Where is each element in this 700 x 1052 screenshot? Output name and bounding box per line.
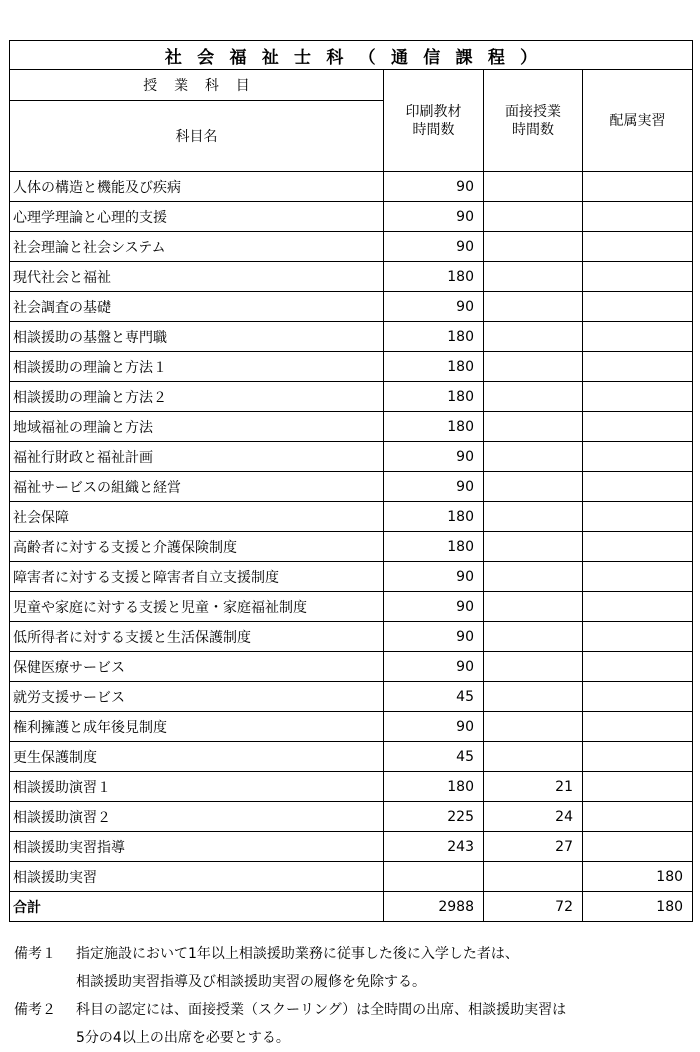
table-row (10, 742, 693, 772)
print-hours-cell (384, 862, 484, 892)
note-label: 備考２ (14, 1002, 56, 1018)
note-label: 備考１ (14, 946, 56, 962)
face-hours-header-line1: 面接授業 (505, 103, 561, 120)
table-row (10, 292, 693, 322)
table-row (10, 502, 693, 532)
table-row (10, 622, 693, 652)
practicum-hours-cell (583, 232, 693, 262)
face-hours-cell (484, 562, 583, 592)
table-row (10, 412, 693, 442)
table-row (10, 592, 693, 622)
practicum-hours-cell (583, 562, 693, 592)
note-line: 5分の4以上の出席を必要とする。 (76, 1030, 290, 1046)
practicum-hours-cell (583, 622, 693, 652)
practicum-hours-cell (583, 322, 693, 352)
face-hours-cell (484, 592, 583, 622)
notes-section (14, 940, 694, 1052)
print-hours-cell: 90 (384, 232, 484, 262)
table-row (10, 652, 693, 682)
face-hours-header-line2: 時間数 (512, 121, 554, 138)
face-hours-cell (484, 232, 583, 262)
subject-name-cell: 相談援助実習 (10, 862, 384, 892)
face-hours-cell (484, 682, 583, 712)
subject-name-cell: 児童や家庭に対する支援と児童・家庭福祉制度 (10, 592, 384, 622)
print-hours-cell: 90 (384, 622, 484, 652)
print-hours-cell: 180 (384, 352, 484, 382)
practicum-hours-cell (583, 172, 693, 202)
note-body (76, 940, 694, 996)
print-hours-cell: 90 (384, 172, 484, 202)
print-hours-cell: 90 (384, 592, 484, 622)
face-hours-cell: 27 (484, 832, 583, 862)
face-hours-cell (484, 532, 583, 562)
practicum-hours-cell (583, 292, 693, 322)
print-hours-cell: 45 (384, 742, 484, 772)
print-hours-cell: 180 (384, 532, 484, 562)
table-row (10, 172, 693, 202)
practicum-hours-cell (583, 382, 693, 412)
total-row (10, 892, 693, 922)
practicum-hours-cell (583, 772, 693, 802)
subject-name-cell: 人体の構造と機能及び疾病 (10, 172, 384, 202)
practicum-hours-cell (583, 652, 693, 682)
practicum-hours-cell (583, 802, 693, 832)
subject-name-cell: 相談援助実習指導 (10, 832, 384, 862)
subject-name-cell: 合計 (10, 892, 384, 922)
subject-name-cell: 就労支援サービス (10, 682, 384, 712)
print-hours-cell: 90 (384, 202, 484, 232)
print-hours-cell: 180 (384, 322, 484, 352)
face-hours-cell (484, 202, 583, 232)
table-row (10, 262, 693, 292)
subject-name-header: 科目名 (10, 101, 384, 172)
subject-name-cell: 社会理論と社会システム (10, 232, 384, 262)
print-hours-cell: 180 (384, 262, 484, 292)
face-hours-cell (484, 352, 583, 382)
print-hours-cell: 180 (384, 772, 484, 802)
note-body (76, 996, 694, 1052)
face-hours-cell (484, 862, 583, 892)
subject-name-cell: 相談援助演習２ (10, 802, 384, 832)
table-row (10, 532, 693, 562)
practicum-hours-cell (583, 742, 693, 772)
table-row (10, 442, 693, 472)
note-item (14, 940, 694, 996)
print-hours-header-line1: 印刷教材 (405, 103, 462, 120)
table-row (10, 772, 693, 802)
practicum-hours-cell (583, 202, 693, 232)
header-row-1 (10, 70, 693, 101)
subject-group-header: 授業科目 (10, 70, 384, 101)
subject-name-cell: 相談援助の基盤と専門職 (10, 322, 384, 352)
print-hours-cell: 2988 (384, 892, 484, 922)
subject-name-cell: 保健医療サービス (10, 652, 384, 682)
practicum-hours-cell: 180 (583, 862, 693, 892)
table-row (10, 202, 693, 232)
subject-name-cell: 相談援助の理論と方法２ (10, 382, 384, 412)
note-item (14, 996, 694, 1052)
table-title: 社会福祉士科（通信課程） (10, 41, 693, 70)
face-hours-cell (484, 442, 583, 472)
practicum-hours-cell (583, 532, 693, 562)
practicum-hours-cell (583, 472, 693, 502)
table-row (10, 832, 693, 862)
print-hours-cell: 225 (384, 802, 484, 832)
face-hours-header (484, 70, 583, 172)
subject-name-cell: 権利擁護と成年後見制度 (10, 712, 384, 742)
practicum-hours-cell (583, 352, 693, 382)
print-hours-cell: 90 (384, 712, 484, 742)
title-row (10, 41, 693, 70)
print-hours-cell: 90 (384, 292, 484, 322)
face-hours-cell (484, 292, 583, 322)
table-row (10, 382, 693, 412)
print-hours-cell: 180 (384, 502, 484, 532)
face-hours-cell (484, 712, 583, 742)
subject-name-cell: 更生保護制度 (10, 742, 384, 772)
practicum-hours-cell (583, 412, 693, 442)
practicum-hours-cell (583, 262, 693, 292)
table-row (10, 862, 693, 892)
print-hours-cell: 90 (384, 652, 484, 682)
face-hours-cell (484, 502, 583, 532)
practicum-hours-cell (583, 442, 693, 472)
note-line: 相談援助実習指導及び相談援助実習の履修を免除する。 (76, 974, 426, 990)
curriculum-table (9, 40, 693, 922)
practicum-hours-cell (583, 712, 693, 742)
subject-name-cell: 低所得者に対する支援と生活保護制度 (10, 622, 384, 652)
table-row (10, 322, 693, 352)
subject-name-cell: 現代社会と福祉 (10, 262, 384, 292)
subject-name-cell: 福祉サービスの組織と経営 (10, 472, 384, 502)
face-hours-cell (484, 382, 583, 412)
subject-name-cell: 障害者に対する支援と障害者自立支援制度 (10, 562, 384, 592)
subject-name-cell: 地域福祉の理論と方法 (10, 412, 384, 442)
face-hours-cell (484, 172, 583, 202)
subject-name-cell: 高齢者に対する支援と介護保険制度 (10, 532, 384, 562)
face-hours-cell (484, 742, 583, 772)
subject-name-cell: 福祉行財政と福祉計画 (10, 442, 384, 472)
face-hours-cell (484, 472, 583, 502)
print-hours-cell: 90 (384, 472, 484, 502)
practicum-hours-cell (583, 832, 693, 862)
subject-name-cell: 社会保障 (10, 502, 384, 532)
print-hours-cell: 45 (384, 682, 484, 712)
face-hours-cell: 21 (484, 772, 583, 802)
subject-name-cell: 相談援助演習１ (10, 772, 384, 802)
table-row (10, 682, 693, 712)
practicum-header: 配属実習 (583, 70, 693, 172)
print-hours-cell: 243 (384, 832, 484, 862)
subject-name-cell: 社会調査の基礎 (10, 292, 384, 322)
practicum-hours-cell: 180 (583, 892, 693, 922)
print-hours-header (384, 70, 484, 172)
table-row (10, 562, 693, 592)
table-row (10, 352, 693, 382)
subject-name-cell: 相談援助の理論と方法１ (10, 352, 384, 382)
face-hours-cell: 72 (484, 892, 583, 922)
face-hours-cell (484, 322, 583, 352)
table-row (10, 712, 693, 742)
table-row (10, 472, 693, 502)
practicum-hours-cell (583, 592, 693, 622)
print-hours-cell: 180 (384, 382, 484, 412)
print-hours-cell: 180 (384, 412, 484, 442)
print-hours-cell: 90 (384, 442, 484, 472)
face-hours-cell (484, 412, 583, 442)
practicum-hours-cell (583, 502, 693, 532)
note-line: 科目の認定には、面接授業（スクーリング）は全時間の出席、相談援助実習は (76, 1002, 567, 1018)
note-line: 指定施設において1年以上相談援助業務に従事した後に入学した者は、 (76, 946, 519, 962)
print-hours-cell: 90 (384, 562, 484, 592)
table-row (10, 802, 693, 832)
print-hours-header-line2: 時間数 (412, 121, 455, 138)
face-hours-cell: 24 (484, 802, 583, 832)
face-hours-cell (484, 622, 583, 652)
table-row (10, 232, 693, 262)
face-hours-cell (484, 652, 583, 682)
subject-name-cell: 心理学理論と心理的支援 (10, 202, 384, 232)
face-hours-cell (484, 262, 583, 292)
practicum-hours-cell (583, 682, 693, 712)
